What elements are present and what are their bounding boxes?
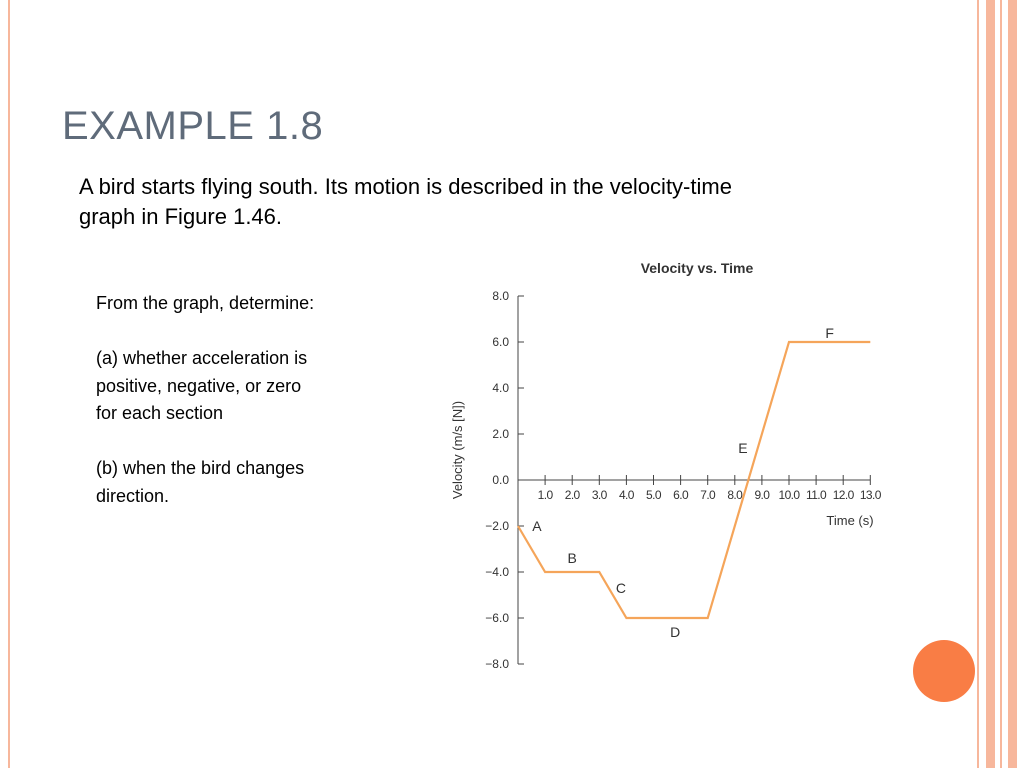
intro-text [79,172,879,232]
y-tick-label: −6.0 [485,611,509,625]
x-tick-label: 12.0 [832,488,854,502]
segment-label-f: F [825,324,834,341]
chart-svg [440,250,910,680]
x-tick-label: 9.0 [754,488,770,502]
y-tick-label: 4.0 [492,381,509,395]
question-a-line: for each section [96,403,224,423]
intro-line: graph in Figure 1.46. [79,204,283,229]
x-axis-label: Time (s) [826,513,874,528]
x-tick-label: 5.0 [646,488,661,502]
frame-stripe [1000,0,1002,768]
intro-line: A bird starts flying south. Its motion is described in the velocity-time [79,174,732,199]
frame-stripe [8,0,10,768]
segment-label-e: E [738,439,748,456]
segment-label-c: C [615,580,627,597]
velocity-chart [440,250,910,680]
y-tick-label: −2.0 [485,519,509,533]
question-list [96,290,396,510]
frame-stripe [1008,0,1017,768]
y-tick-label: 6.0 [492,335,509,349]
frame-stripe [986,0,995,768]
accent-circle [913,640,975,702]
x-tick-label: 10.0 [778,488,800,502]
frame-stripe [977,0,979,768]
x-tick-label: 11.0 [806,488,827,502]
question-a-line: positive, negative, or zero [96,375,302,396]
x-tick-label: 3.0 [591,488,607,502]
y-tick-label: −8.0 [485,657,509,671]
x-tick-label: 2.0 [564,488,580,502]
question-b-line: (b) when the bird changes [96,458,305,478]
x-tick-label: 1.0 [537,488,553,502]
question-a-line: (a) whether acceleration is [96,348,308,368]
question-heading: From the graph, determine: [96,293,315,313]
x-tick-label: 13.0 [859,488,881,502]
chart-title: Velocity vs. Time [640,260,754,276]
x-tick-label: 6.0 [673,488,689,502]
x-tick-label: 4.0 [618,488,634,502]
segment-label-a: A [532,518,542,534]
slide-title: EXAMPLE 1.8 [62,104,324,148]
segment-label-d: D [670,623,681,640]
y-tick-label: 2.0 [492,427,509,441]
y-tick-label: −4.0 [485,565,509,579]
x-tick-label: 8.0 [727,488,743,502]
segment-label-b: B [567,550,577,567]
y-tick-label: 8.0 [492,289,509,303]
question-b-line: direction. [96,485,170,506]
y-axis-label: Velocity (m/s [N]) [450,400,465,500]
x-tick-label: 7.0 [700,488,716,502]
y-tick-label: 0.0 [492,473,509,487]
